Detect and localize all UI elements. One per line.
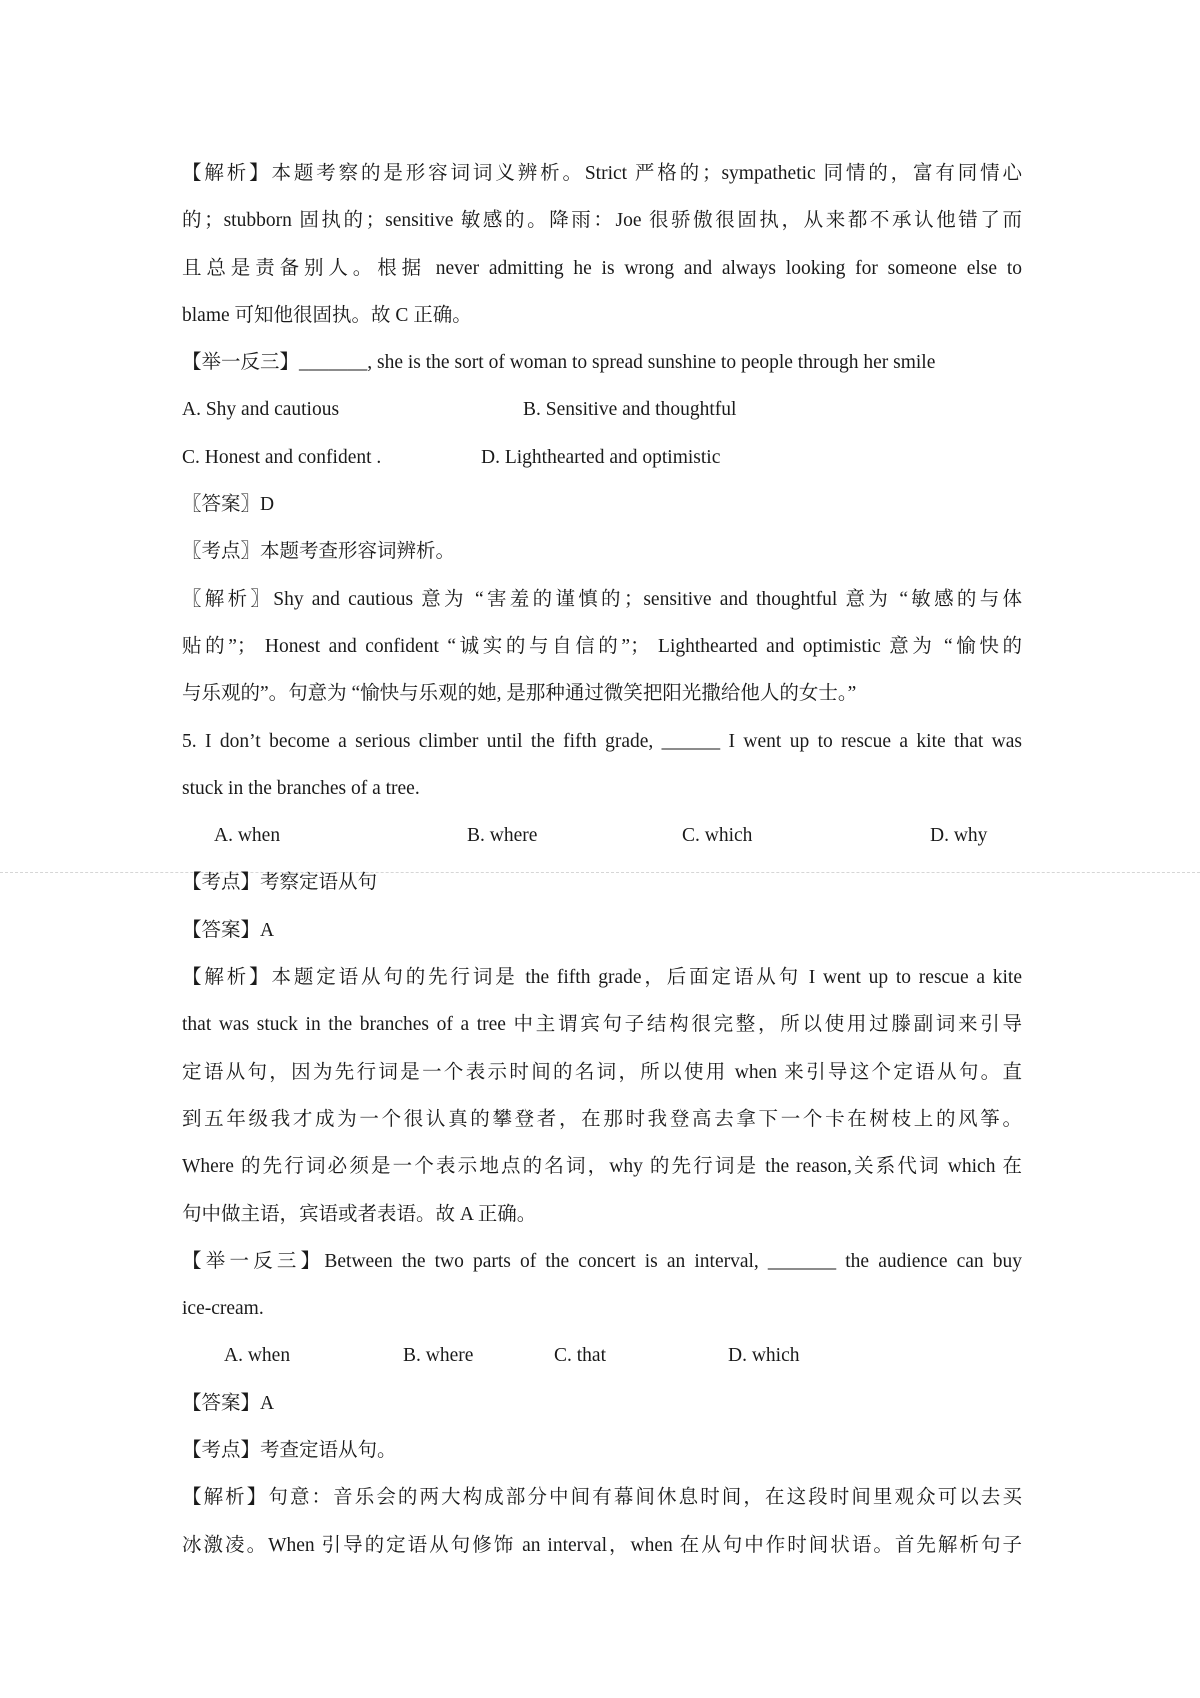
point-line: 〖考点〗本题考查形容词辨析。 — [182, 541, 456, 563]
answer-line: 〖答案〗D — [182, 494, 275, 516]
option-b: B. where — [467, 825, 538, 847]
practice-question-stem: ice-cream. — [182, 1298, 264, 1320]
point-line: 【考点】考查定语从句。 — [182, 1440, 397, 1462]
answer-line: 【答案】A — [182, 919, 275, 941]
analysis-line: 的；stubborn 固执的；sensitive 敏感的。降雨：Joe 很骄傲很固执，从来都不承认他错了而 — [182, 210, 1022, 232]
option-row — [182, 434, 1022, 481]
question-stem: stuck in the branches of a tree. — [182, 777, 420, 799]
point-line: 【考点】考察定语从句 — [182, 872, 378, 894]
option-b: B. Sensitive and thoughtful — [523, 399, 737, 421]
analysis-line: 且总是责备别人。根据 never admitting he is wrong and always looking for someone else to — [182, 257, 1022, 279]
option-row — [182, 386, 1022, 433]
practice-question-stem: 【举一反三】Between the two parts of the concert is an interval, _______ the audience can buy — [182, 1250, 1022, 1272]
option-row — [182, 812, 1022, 859]
document-body — [182, 150, 1022, 1569]
analysis-line: 定语从句，因为先行词是一个表示时间的名词，所以使用 when 来引导这个定语从句。直 — [182, 1061, 1022, 1083]
option-c: C. that — [554, 1345, 606, 1367]
analysis-line: 冰激凌。When 引导的定语从句修饰 an interval，when 在从句中作时间状语。首先解析句子 — [182, 1534, 1022, 1556]
option-d: D. why — [930, 825, 988, 847]
analysis-line: blame 可知他很固执。故 C 正确。 — [182, 304, 472, 326]
option-a: A. when — [224, 1345, 291, 1367]
option-row — [182, 1332, 1022, 1379]
option-b: B. where — [403, 1345, 474, 1367]
analysis-line: 句中做主语，宾语或者表语。故 A 正确。 — [182, 1203, 537, 1225]
option-d: D. Lighthearted and optimistic — [481, 446, 721, 468]
analysis-line: that was stuck in the branches of a tree 中主谓宾句子结构很完整，所以使用过滕副词来引导 — [182, 1014, 1022, 1036]
option-c: C. Honest and confident . — [182, 446, 382, 468]
analysis-line: 【解析】句意：音乐会的两大构成部分中间有幕间休息时间，在这段时间里观众可以去买 — [182, 1487, 1022, 1509]
option-c: C. which — [682, 825, 753, 847]
analysis-line: 与乐观的”。句意为 “愉快与乐观的她, 是那种通过微笑把阳光撒给他人的女士。” — [182, 683, 857, 705]
analysis-line: 贴的”； Honest and confident “诚实的与自信的”； Lighthearted and optimistic 意为 “愉快的 — [182, 635, 1022, 657]
analysis-line: 〖解析〗Shy and cautious 意为 “害羞的谨慎的；sensitive and thoughtful 意为 “敏感的与体 — [182, 588, 1022, 610]
option-a: A. when — [214, 825, 281, 847]
answer-line: 【答案】A — [182, 1392, 275, 1414]
question-stem: 5. I don’t become a serious climber until the fifth grade, ______ I went up to rescue a kite that was — [182, 730, 1022, 752]
analysis-line: 【解析】本题定语从句的先行词是 the fifth grade，后面定语从句 I went up to rescue a kite — [182, 967, 1022, 989]
option-d: D. which — [728, 1345, 800, 1367]
analysis-line: Where 的先行词必须是一个表示地点的名词，why 的先行词是 the reason,关系代词 which 在 — [182, 1156, 1022, 1178]
practice-question-stem: 【举一反三】_______, she is the sort of woman to spread sunshine to people through her smile — [182, 352, 936, 374]
analysis-line: 到五年级我才成为一个很认真的攀登者，在那时我登高去拿下一个卡在树枝上的风筝。 — [182, 1108, 1022, 1130]
analysis-line: 【解析】本题考察的是形容词词义辨析。Strict 严格的；sympathetic 同情的，富有同情心 — [182, 163, 1022, 184]
option-a: A. Shy and cautious — [182, 399, 340, 421]
